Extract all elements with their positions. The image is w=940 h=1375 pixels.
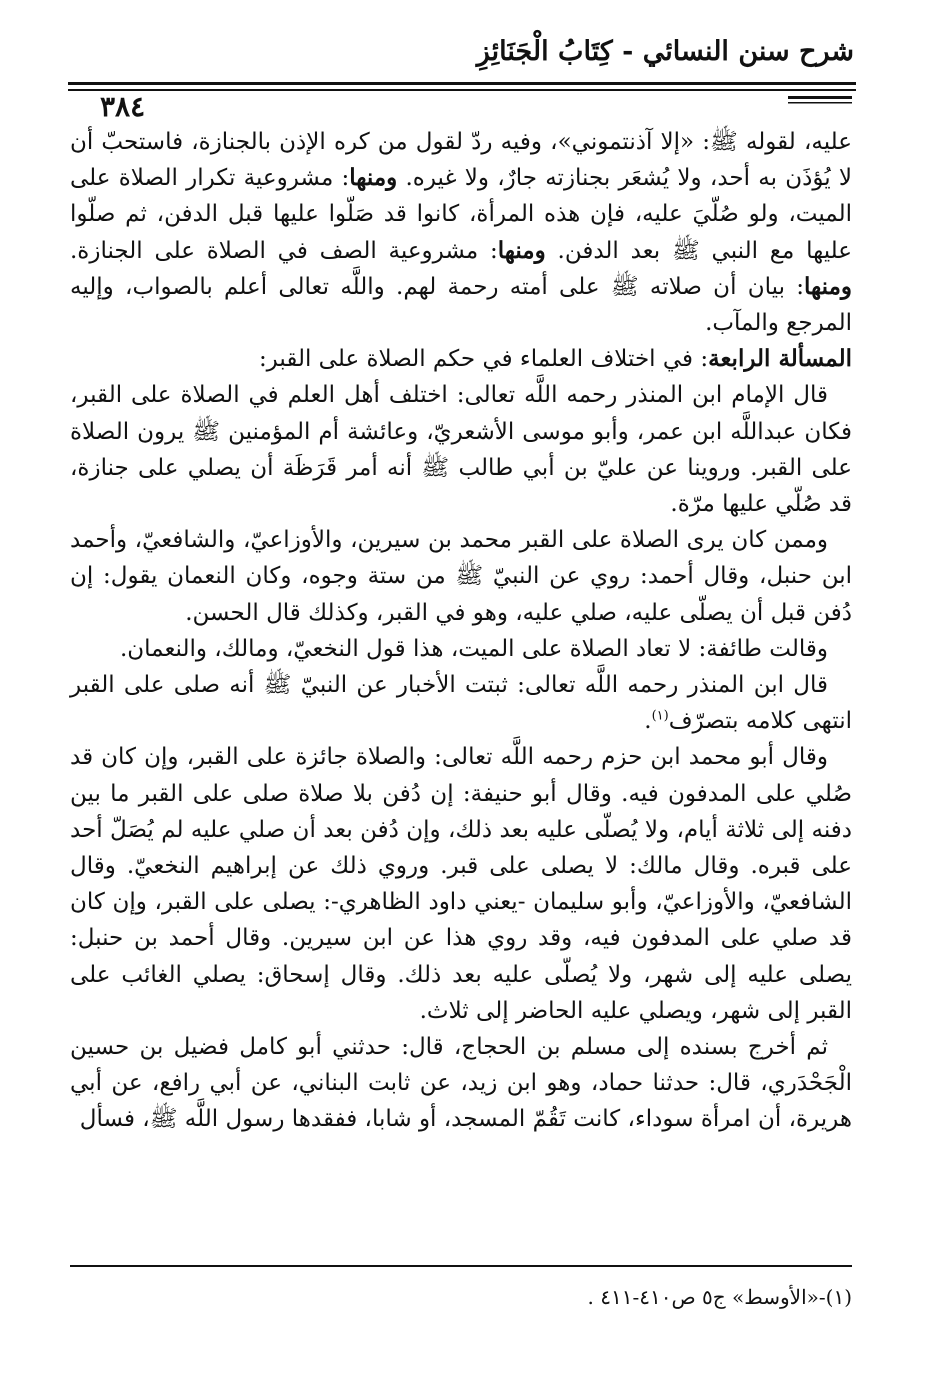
running-head: شرح سنن النسائي - كِتَابُ الْجَنَائِزِ — [476, 36, 854, 67]
paragraph-7: وقال أبو محمد ابن حزم رحمه اللَّه تعالى: والصلاة جائزة على القبر، وإن كان قد صُلي على المدفون فيه. وقال أبو حنيفة: إن دُفن بلا صلاة صلى على القبر ما بين دفنه إلى ثلاثة أيام، ولا يُصلّى عليه بعد ذلك، وإن دُفن بعد أن صلي عليه لم يُصَلّ أحد على قبره. وقال مالك: لا يصلى على قبر. وروي ذلك عن إبراهيم النخعيّ. وقال الشافعيّ، والأوزاعيّ، وأبو سليمان -يعني داود الظاهري-: يصلى على القبر، وإن كان قد صلي على المدفون فيه، وقد روي هذا عن ابن سيرين. وقال أحمد بن حنبل: يصلى عليه إلى شهر، ولا يُصلّى عليه بعد ذلك. وقال إسحاق: يصلي الغائب على القبر إلى شهر، ويصلي عليه الحاضر إلى ثلاث. — [70, 744, 852, 1024]
section-heading-rest: : في اختلاف العلماء في حكم الصلاة على القبر: — [258, 346, 709, 373]
paragraph-1-part-c: : مشروعية تكرار الصلاة على الميت، ولو صُلّيَ عليه، فإن هذه المرأة، كانوا قد صَلّوا عليها قبل الدفن، ثم صلّوا عليها مع النبي ﷺ بعد الدفن. — [70, 165, 852, 264]
paragraph-1-part-d: : مشروعية الصف في الصلاة على الجنازة. — [70, 237, 498, 264]
paragraph-3: قال الإمام ابن المنذر رحمه اللَّه تعالى: اختلف أهل العلم في الصلاة على القبر، فكان عبداللَّه ابن عمر، وأبو موسى الأشعريّ، وعائشة أم المؤمنين ﷺ يرون الصلاة على القبر. وروينا عن عليّ بن أبي طالب ﷺ أنه أمر قَرَظَة أن يصلي على جنازة، قد صُلّي عليها مرّة. — [70, 382, 852, 518]
page-number-rule-thin — [788, 102, 852, 104]
paragraph-1 — [70, 124, 852, 341]
paragraph-6 — [70, 667, 852, 739]
bold-term-1: ومنها — [349, 164, 398, 192]
paragraph-1-part-a: عليه، لقوله ﷺ: «إلا آذنتموني»، وفيه ردّ لقول من كره الإذن بالجنازة، فاستحبّ أن لا يُؤذَن به أحد، ولا يُشعَر بجنازته جارٌ، ولا غيره. — [70, 129, 852, 192]
paragraph-1-part-e: : بيان أن صلاته ﷺ على أمته رحمة لهم. واللَّه تعالى أعلم بالصواب، وإليه المرجع والمآب. — [70, 273, 852, 337]
bold-term-3: ومنها — [804, 272, 852, 300]
paragraph-5: وقالت طائفة: لا تعاد الصلاة على الميت، هذا قول النخعيّ، ومالك، والنعمان. — [119, 635, 828, 662]
footnote-reference[interactable]: (١) — [651, 708, 669, 724]
bold-term-2: ومنها — [497, 236, 546, 264]
paragraph-4: وممن كان يرى الصلاة على القبر محمد بن سيرين، والأوزاعيّ، والشافعيّ، وأحمد ابن حنبل، وقال أحمد: روي عن النبيّ ﷺ من ستة وجوه، وكان النعمان يقول: إن دُفن قبل أن يصلّى عليه، صلي عليه، وهو في القبر، وكذلك قال الحسن. — [70, 527, 852, 626]
footnote: (١)-«الأوسط» ج٥ ص٤١٠-٤١١ . — [587, 1285, 852, 1309]
paragraph-6-text: قال ابن المنذر رحمه اللَّه تعالى: ثبتت الأخبار عن النبيّ ﷺ أنه صلى على القبر انتهى كلامه بتصرّف — [70, 672, 852, 735]
main-text — [70, 124, 852, 1138]
paragraph-6-end: . — [644, 708, 652, 735]
page-number: ٣٨٤ — [100, 90, 146, 123]
paragraph-8: ثم أخرج بسنده إلى مسلم بن الحجاج، قال: حدثني أبو كامل فضيل بن حسين الْجَحْدَري، قال: حدثنا حماد، وهو ابن زيد، عن ثابت البناني، عن أبي رافع، عن أبي هريرة، أن امرأة سوداء، كانت تَقُمّ المسجد، أو شابا، ففقدها رسول اللَّه ﷺ، فسأل — [70, 1034, 852, 1133]
section-heading-title: المسألة الرابعة — [708, 345, 852, 373]
page-number-rules — [788, 92, 938, 112]
section-heading — [70, 341, 852, 377]
header-rule-thick — [68, 82, 856, 85]
footnote-separator — [70, 1265, 852, 1267]
page-number-rule-thick — [788, 96, 852, 99]
